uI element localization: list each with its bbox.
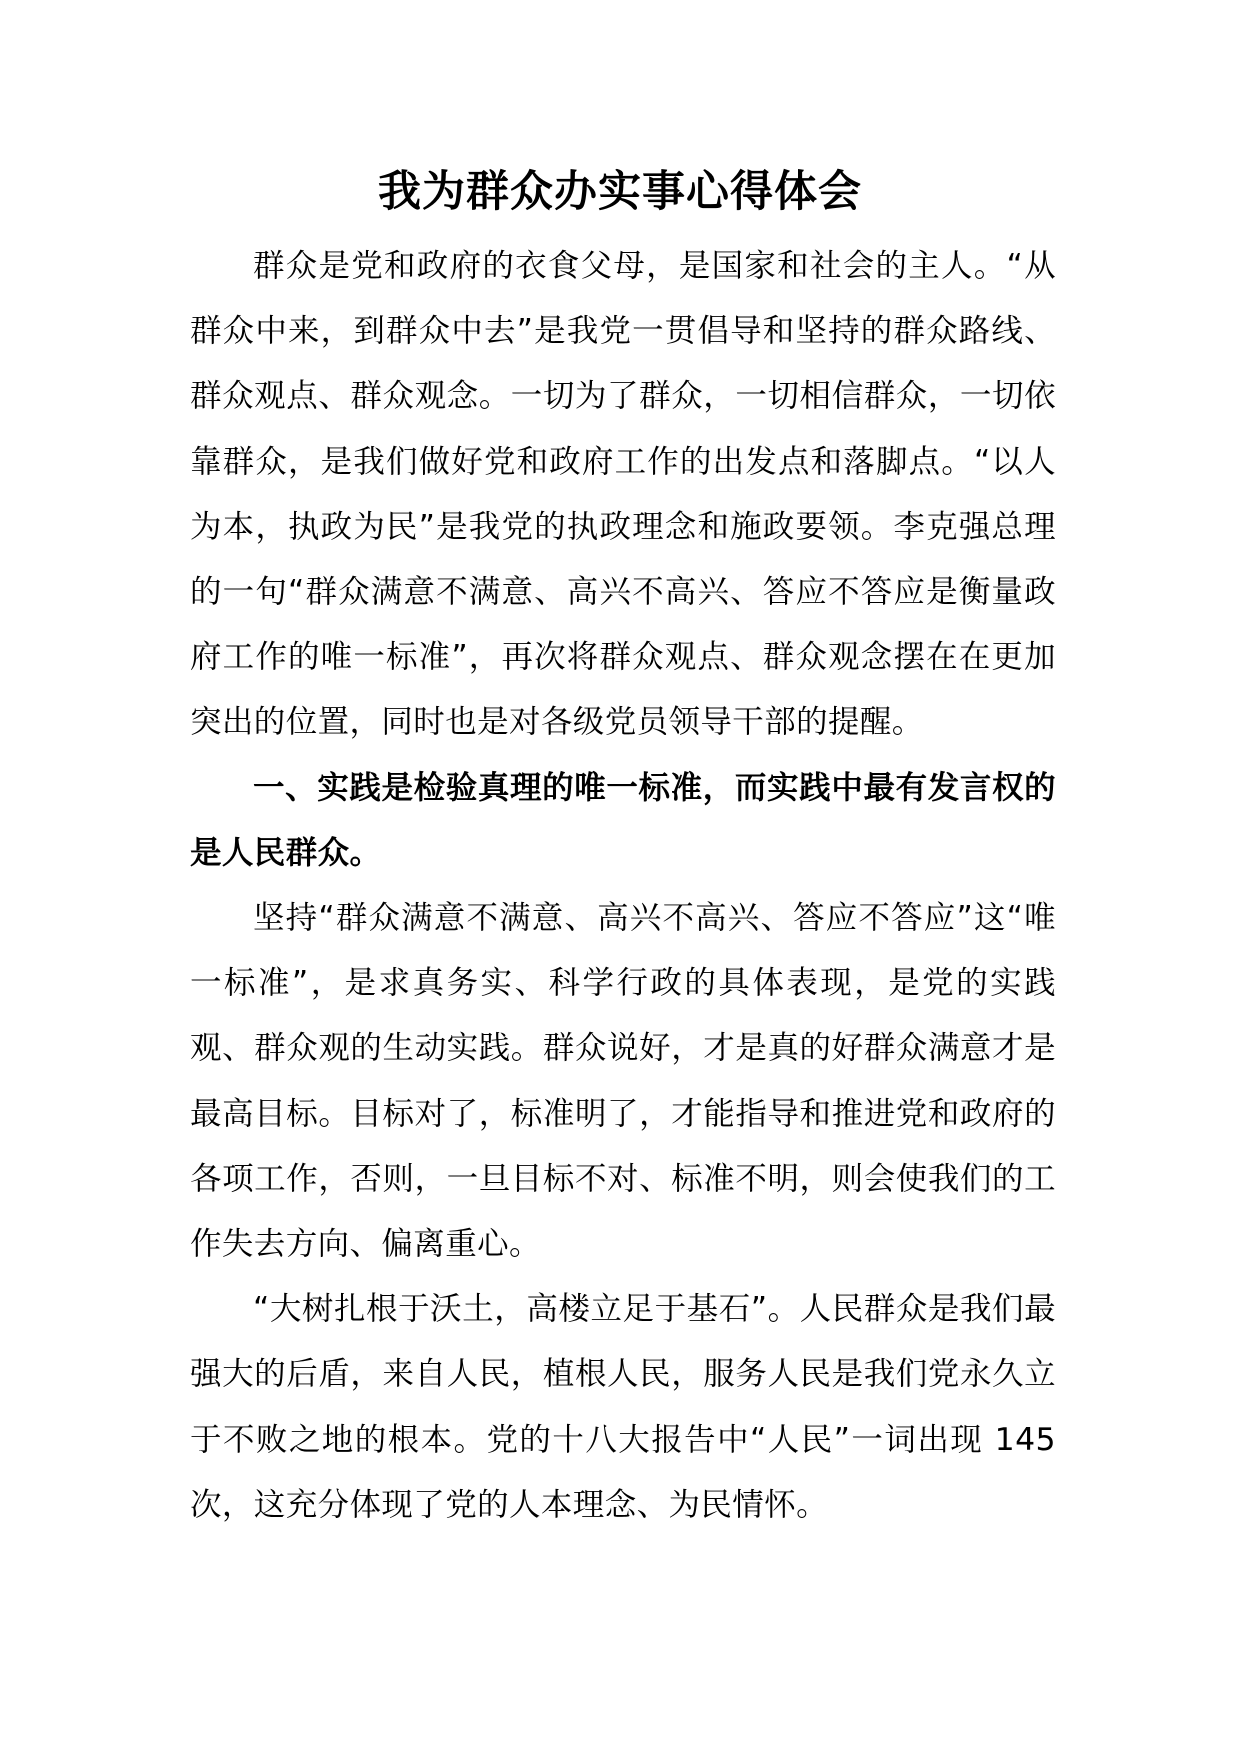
document-title: 我为群众办实事心得体会	[378, 167, 862, 217]
body-paragraph: 坚持“群众满意不满意、高兴不高兴、答应不答应”这“唯一标准”，是求真务实、科学行政的具体表现，是党的实践观、群众观的生动实践。群众说好，才是真的好群众满意才是最高目标。目标对了，标准明了，才能指导和推进党和政府的各项工作，否则，一旦目标不对、标准不明，则会使我们的工作失去方向、偏离重心。	[190, 900, 1056, 1263]
section-heading-1: 一、实践是检验真理的唯一标准，而实践中最有发言权的是人民群众。	[190, 769, 1056, 871]
document-body	[190, 234, 1056, 1538]
body-paragraph: “大树扎根于沃土，高楼立足于基石”。人民群众是我们最强大的后盾，来自人民，植根人民，服务人民是我们党永久立于不败之地的根本。党的十八大报告中“人民”一词出现 145 次，这充分体现了党的人本理念、为民情怀。	[190, 1291, 1056, 1523]
intro-paragraph: 群众是党和政府的衣食父母，是国家和社会的主人。“从群众中来，到群众中去”是我党一贯倡导和坚持的群众路线、群众观点、群众观念。一切为了群众，一切相信群众，一切依靠群众，是我们做好党和政府工作的出发点和落脚点。“以人为本，执政为民”是我党的执政理念和施政要领。李克强总理的一句“群众满意不满意、高兴不高兴、答应不答应是衡量政府工作的唯一标准”，再次将群众观点、群众观念摆在在更加突出的位置，同时也是对各级党员领导干部的提醒。	[190, 248, 1056, 741]
